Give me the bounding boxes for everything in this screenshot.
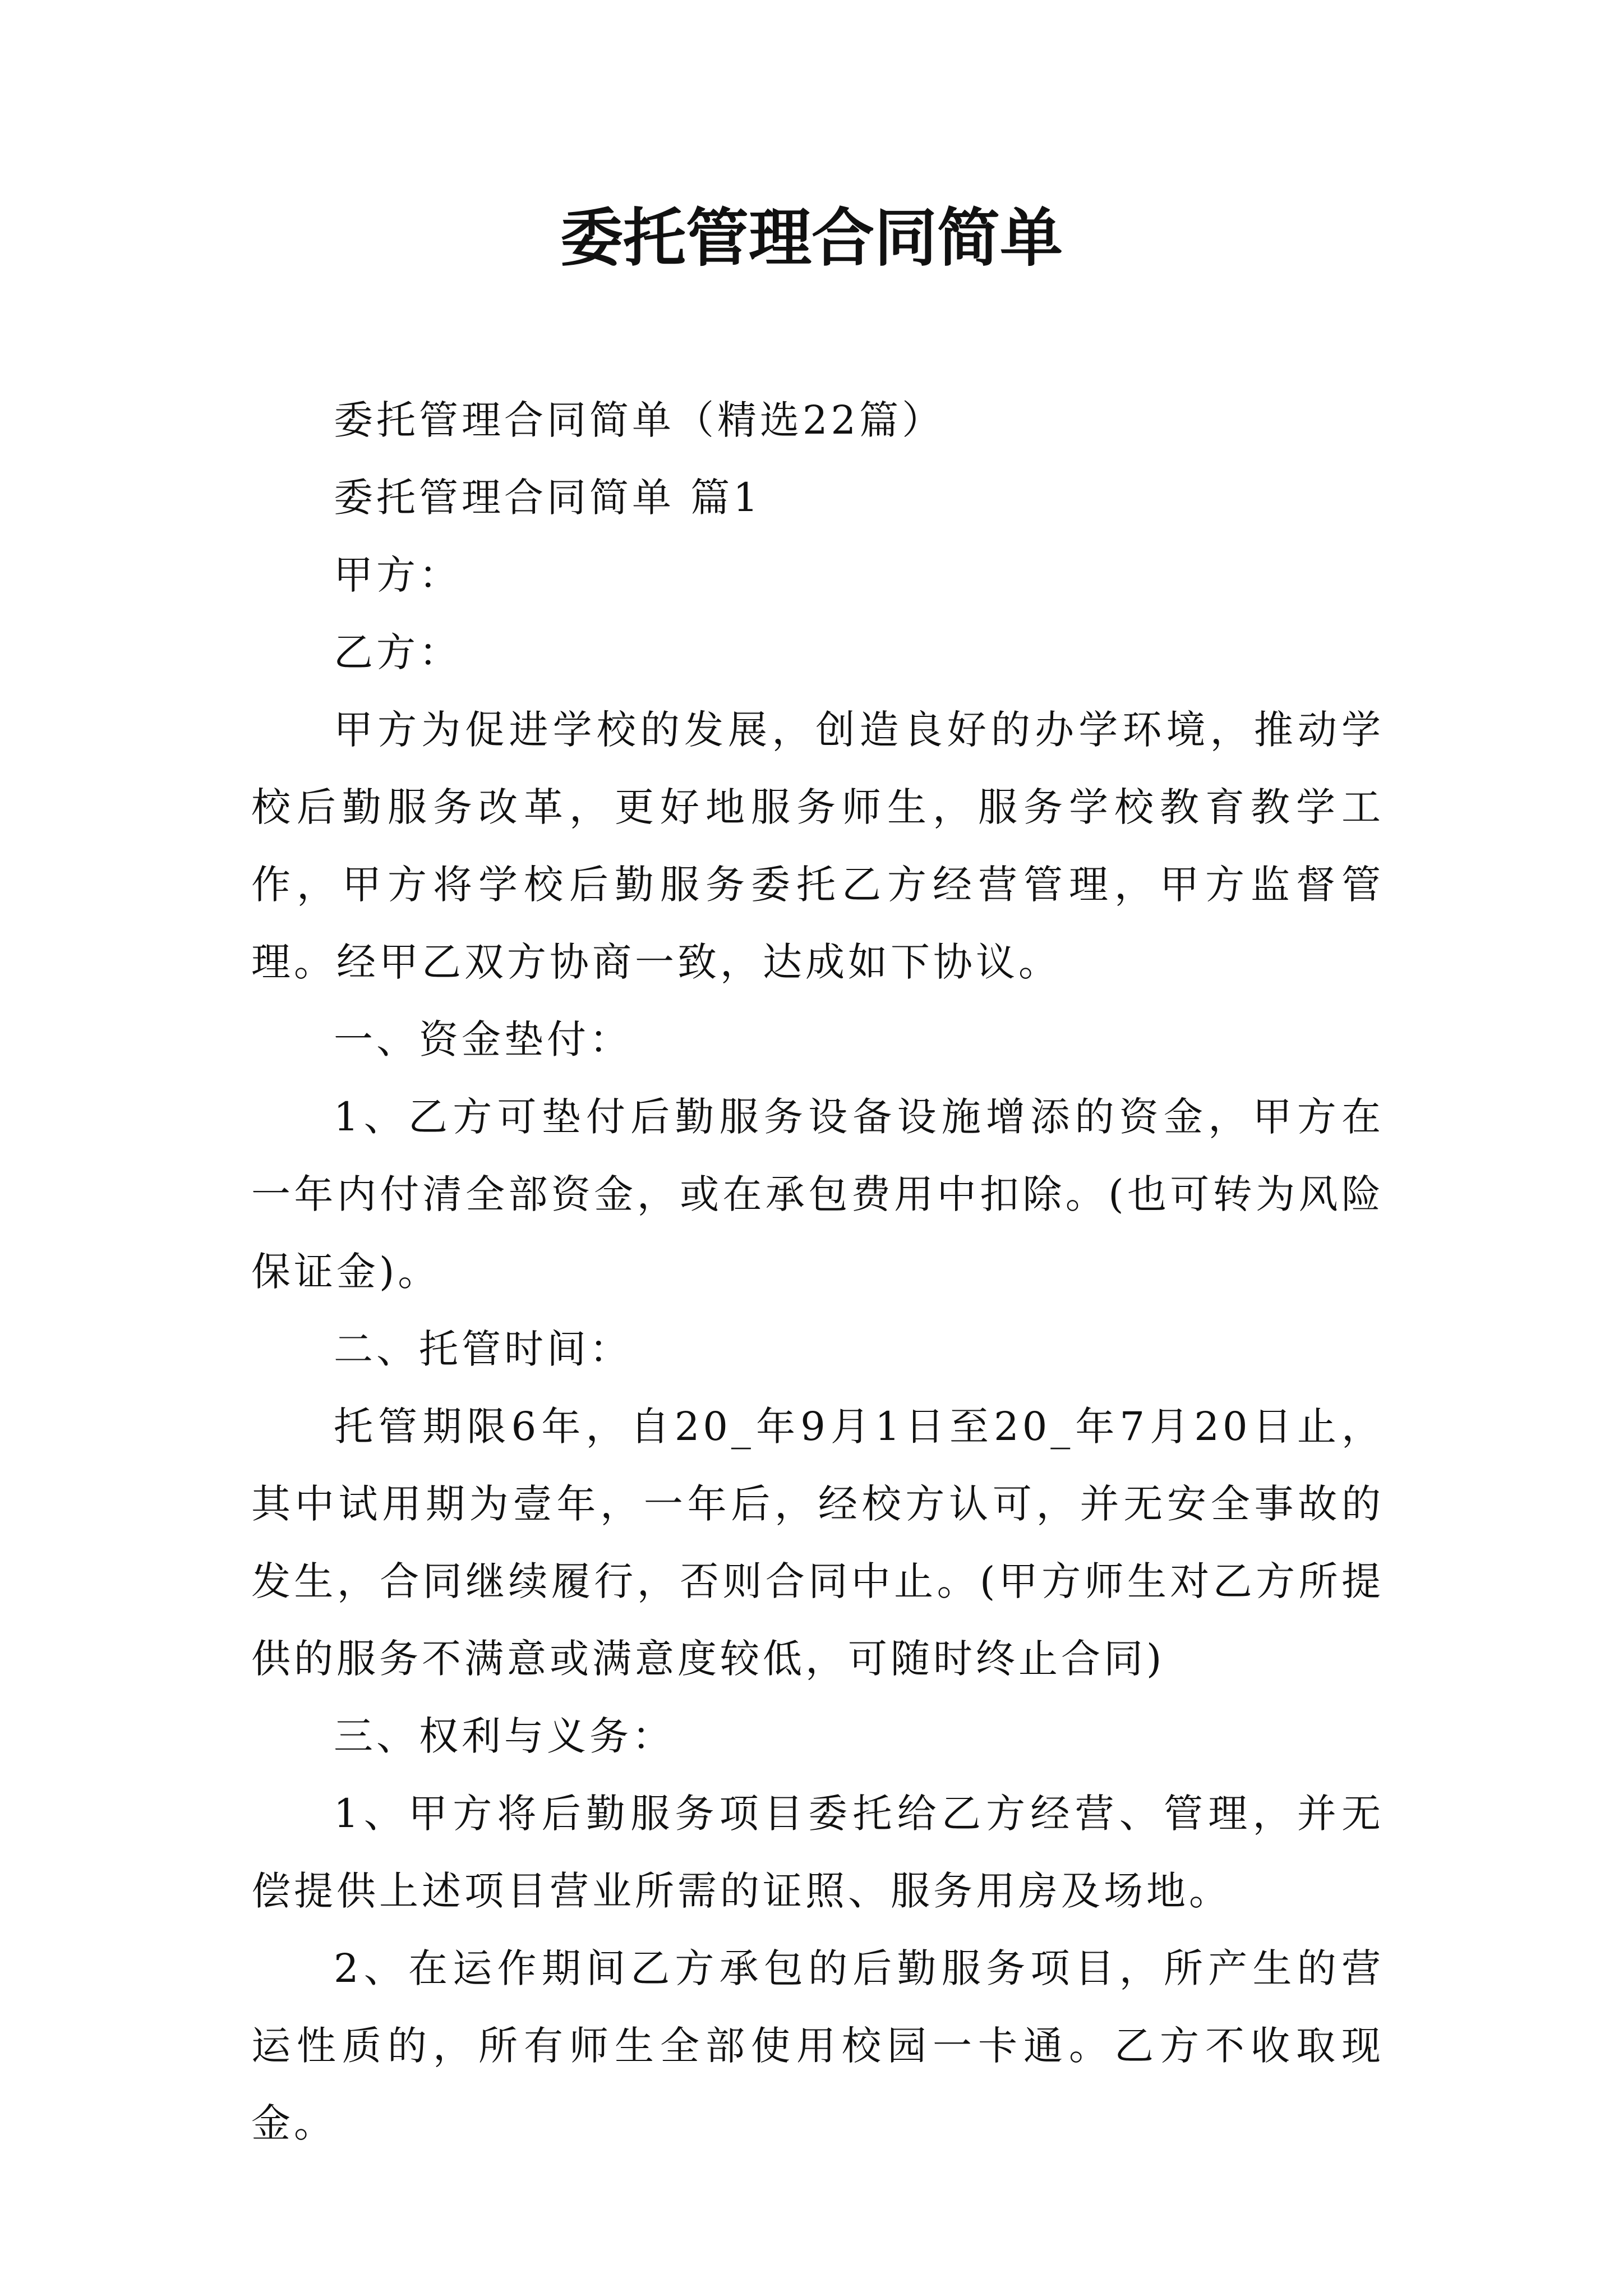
- body-paragraph: 乙方：: [334, 629, 462, 675]
- body-paragraph: 2、在运作期间乙方承包的后勤服务项目，所产生的营运性质的，所有师生全部使用校园一卡通。乙方不收取现金。: [251, 1945, 1384, 2146]
- body-paragraph: 甲方：: [334, 552, 462, 598]
- body-paragraph: 托管期限6年，自20_年9月1日至20_年7月20日止，其中试用期为壹年，一年后，经校方认可，并无安全事故的发生，合同继续履行，否则合同中止。(甲方师生对乙方所提供的服务不满意或满意度较低，可随时终止合同): [251, 1404, 1384, 1682]
- body-paragraph: 1、甲方将后勤服务项目委托给乙方经营、管理，并无偿提供上述项目营业所需的证照、服务用房及场地。: [251, 1791, 1384, 1914]
- section-heading: 一、资金垫付：: [334, 1016, 632, 1062]
- body-paragraph: 委托管理合同简单（精选22篇）: [334, 397, 945, 443]
- document-title: 委托管理合同简单: [560, 201, 1063, 275]
- section-heading: 三、权利与义务：: [334, 1713, 675, 1759]
- body-paragraph: 甲方为促进学校的发展，创造良好的办学环境，推动学校后勤服务改革，更好地服务师生，服务学校教育教学工作，甲方将学校后勤服务委托乙方经营管理，甲方监督管理。经甲乙双方协商一致，达成如下协议。: [251, 707, 1384, 985]
- body-paragraph: 1、乙方可垫付后勤服务设备设施增添的资金，甲方在一年内付清全部资金，或在承包费用中扣除。(也可转为风险保证金)。: [251, 1094, 1384, 1295]
- section-heading: 二、托管时间：: [334, 1326, 632, 1372]
- body-paragraph: 委托管理合同简单 篇1: [334, 475, 762, 521]
- document-body: [251, 381, 1384, 2162]
